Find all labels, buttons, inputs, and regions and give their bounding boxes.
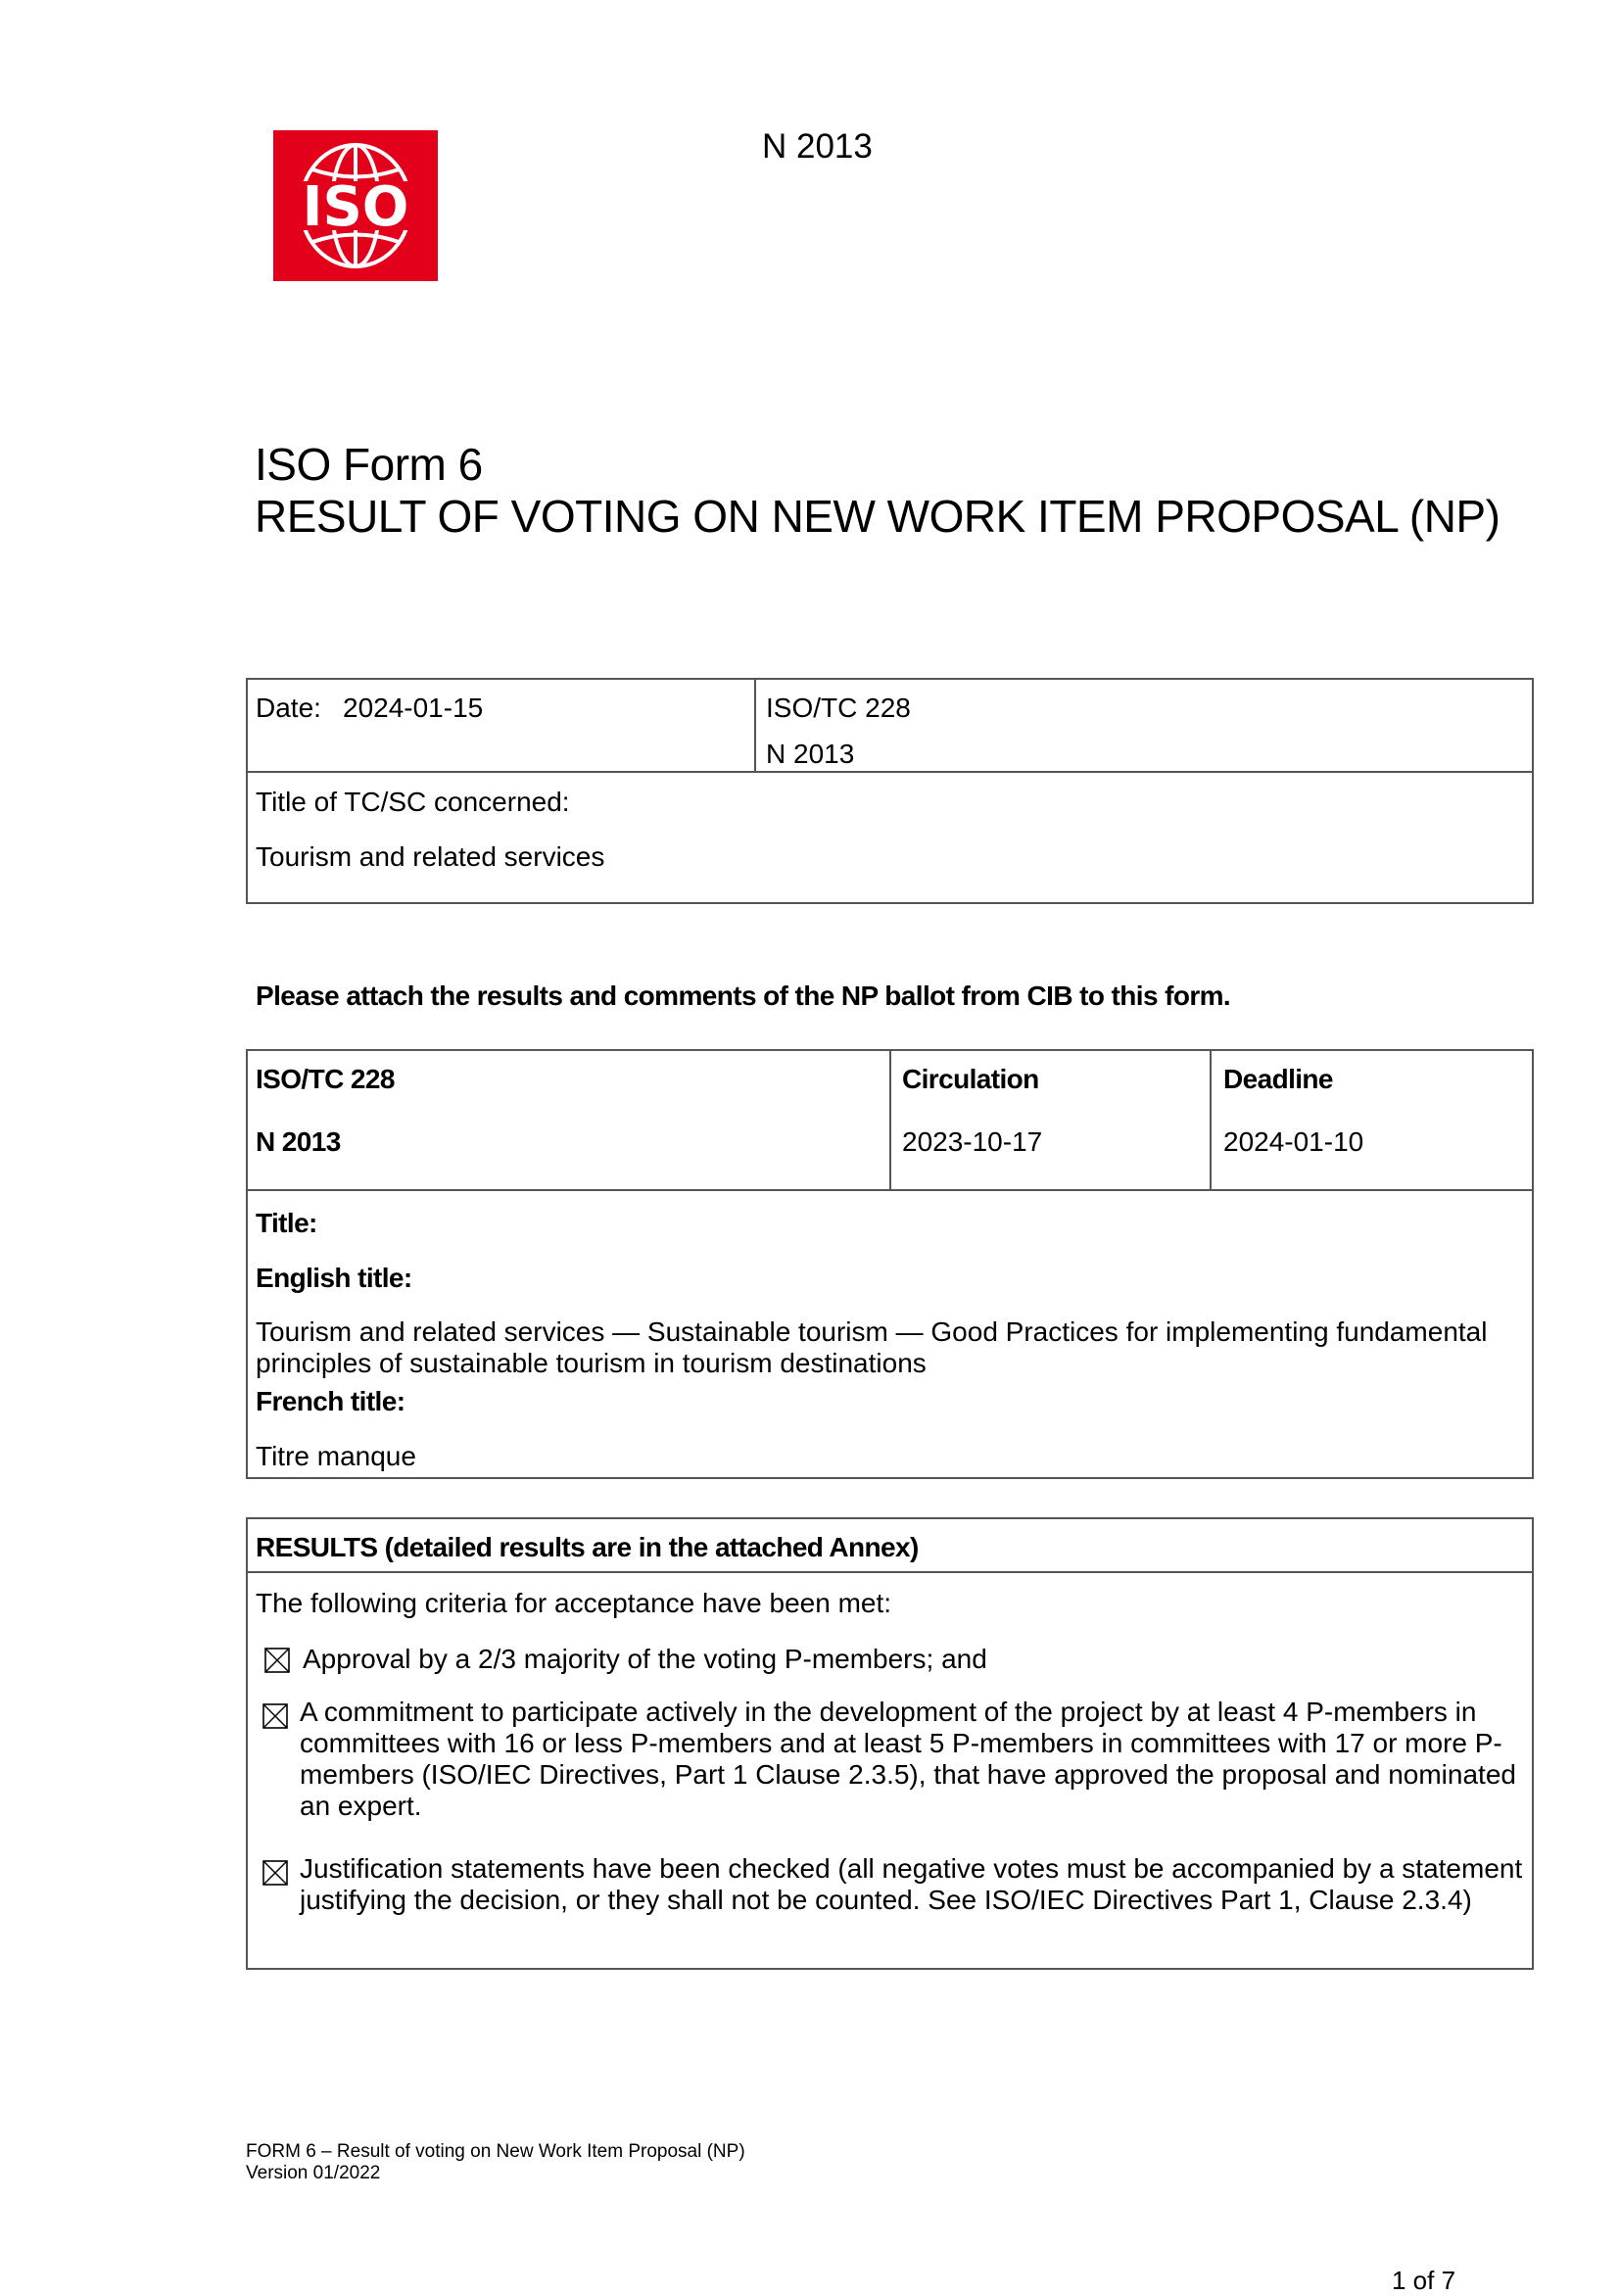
checked-box-icon [264, 1648, 290, 1673]
criterion-checkbox[interactable] [262, 1860, 288, 1886]
title-label: Title: [256, 1208, 317, 1238]
criterion-text: Approval by a 2/3 majority of the voting P-members; and [303, 1644, 987, 1674]
english-title-label: English title: [256, 1263, 412, 1293]
table-divider [1210, 1049, 1212, 1190]
results-heading: RESULTS (detailed results are in the attached Annex) [256, 1532, 919, 1562]
ballot-number: N 2013 [256, 1126, 341, 1157]
form-title-line2: RESULT OF VOTING ON NEW WORK ITEM PROPOSAL (NP) [255, 491, 1500, 542]
french-title-value: Titre manque [256, 1441, 416, 1471]
footer-version: Version 01/2022 [246, 2163, 381, 2183]
english-title-line2: principles of sustainable tourism in tourism destinations [256, 1348, 927, 1378]
form-title [255, 439, 1500, 543]
deadline-value: 2024-01-10 [1223, 1126, 1364, 1157]
table-divider [246, 771, 1534, 773]
criterion-checkbox[interactable] [264, 1648, 290, 1673]
footer [246, 2141, 745, 2184]
tc-title-value: Tourism and related services [256, 841, 605, 872]
deadline-label: Deadline [1223, 1064, 1333, 1094]
checked-box-icon [262, 1703, 288, 1729]
document-ref: N 2013 [766, 739, 855, 769]
results-intro: The following criteria for acceptance have been met: [256, 1588, 892, 1618]
criterion-text-line: members (ISO/IEC Directives, Part 1 Clause 2.3.5), that have approved the proposal and nominated [300, 1759, 1516, 1790]
checked-box-icon [262, 1860, 288, 1886]
date-label: Date: [256, 693, 321, 723]
footer-form-name: FORM 6 – Result of voting on New Work Item Proposal (NP) [246, 2141, 745, 2162]
committee-ref: ISO/TC 228 [766, 693, 911, 723]
tc-title-label: Title of TC/SC concerned: [256, 787, 570, 817]
criterion-text-line: justifying the decision, or they shall not be counted. See ISO/IEC Directives Part 1, Clause 2.3.4) [300, 1885, 1472, 1915]
page-number: 1 of 7 [1392, 2266, 1456, 2295]
circulation-label: Circulation [902, 1064, 1039, 1094]
criterion-text-line: an expert. [300, 1791, 422, 1821]
criterion-text-line: committees with 16 or less P-members and at least 5 P-members in committees with 17 or more P- [300, 1728, 1502, 1758]
date-value: 2024-01-15 [343, 693, 484, 723]
english-title-line1: Tourism and related services — Sustainable tourism — Good Practices for implementing fundamental [256, 1316, 1488, 1347]
table-divider [754, 678, 756, 772]
iso-logo [273, 130, 438, 281]
globe-icon [273, 130, 438, 281]
logo-text: ISO [302, 175, 409, 239]
form-title-line1: ISO Form 6 [255, 439, 483, 490]
document-number: N 2013 [762, 127, 873, 166]
ballot-committee: ISO/TC 228 [256, 1064, 395, 1094]
circulation-value: 2023-10-17 [902, 1126, 1043, 1157]
table-divider [889, 1049, 891, 1190]
french-title-label: French title: [256, 1386, 405, 1416]
instruction-text: Please attach the results and comments of the NP ballot from CIB to this form. [256, 981, 1231, 1011]
criterion-text-line: A commitment to participate actively in the development of the project by at least 4 P-members in [300, 1697, 1477, 1727]
criterion-checkbox[interactable] [262, 1703, 288, 1729]
table-divider [246, 1571, 1534, 1573]
criterion-text-line: Justification statements have been checked (all negative votes must be accompanied by a statement [300, 1853, 1523, 1884]
